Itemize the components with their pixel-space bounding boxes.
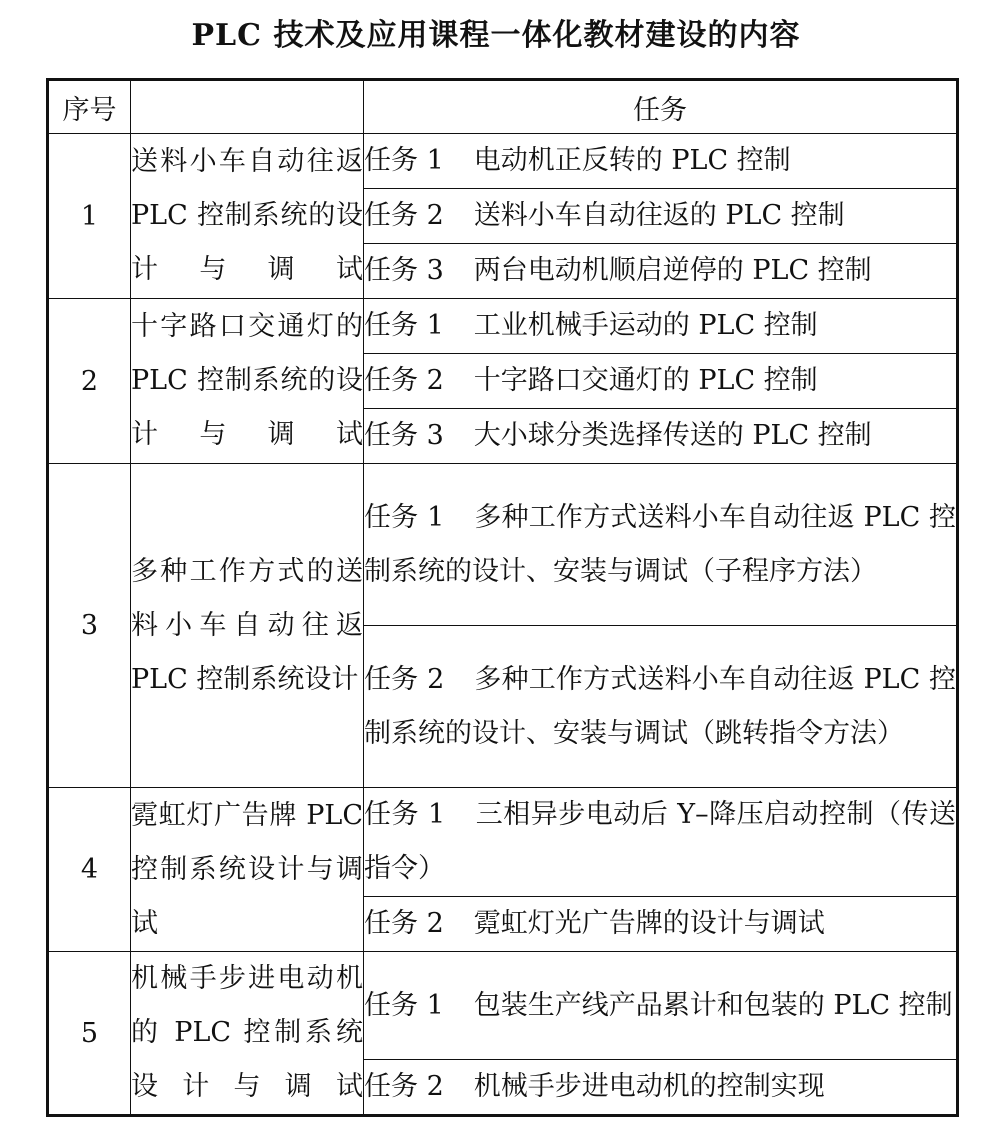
task-cell xyxy=(364,464,958,626)
task-cell xyxy=(364,788,958,897)
header-no: 序号 xyxy=(48,80,131,134)
task-text: 大小球分类选择传送的 PLC 控制 xyxy=(473,420,872,451)
table-row xyxy=(48,788,958,897)
header-row xyxy=(48,80,958,134)
task-cell xyxy=(364,244,958,299)
task-text: 多种工作方式送料小车自动往返 PLC 控制系统的设计、安装与调试（跳转指令方法） xyxy=(364,663,957,749)
page-title: PLC 技术及应用课程一体化教材建设的内容 xyxy=(191,18,801,53)
task-cell xyxy=(364,354,958,409)
project-system: 霓虹灯广告牌 PLC 控制系统设计与调试 xyxy=(131,788,364,952)
task-text: 霓虹灯光广告牌的设计与调试 xyxy=(473,908,825,939)
header-task: 任务 xyxy=(364,80,958,134)
task-label: 任务 3 xyxy=(364,420,444,451)
project-system: 机械手步进电动机的 PLC 控制系统设计与调试 xyxy=(131,952,364,1116)
task-cell xyxy=(364,189,958,244)
task-label: 任务 2 xyxy=(364,365,444,396)
task-cell xyxy=(364,1060,958,1116)
project-no: 3 xyxy=(48,464,131,788)
task-text: 三相异步电动后 Y–降压启动控制（传送指令） xyxy=(364,799,957,884)
table-row xyxy=(48,464,958,626)
task-text: 多种工作方式送料小车自动往返 PLC 控制系统的设计、安装与调试（子程序方法） xyxy=(364,501,957,587)
project-system: 送料小车自动往返 PLC 控制系统的设计与调试 xyxy=(131,134,364,299)
task-text: 包装生产线产品累计和包装的 PLC 控制 xyxy=(473,989,953,1021)
task-cell xyxy=(364,897,958,952)
task-label: 任务 1 xyxy=(364,310,444,341)
header-system xyxy=(131,80,364,134)
project-no: 2 xyxy=(48,299,131,464)
curriculum-table xyxy=(46,78,959,1117)
task-text: 送料小车自动往返的 PLC 控制 xyxy=(473,200,845,231)
task-cell xyxy=(364,299,958,354)
task-label: 任务 2 xyxy=(364,908,444,939)
task-cell xyxy=(364,626,958,788)
table-row xyxy=(48,299,958,354)
task-label: 任务 2 xyxy=(364,200,444,231)
task-label: 任务 1 xyxy=(364,989,444,1021)
table-row xyxy=(48,952,958,1060)
project-no: 5 xyxy=(48,952,131,1116)
task-label: 任务 1 xyxy=(364,501,445,533)
project-system: 十字路口交通灯的 PLC 控制系统的设计与调试 xyxy=(131,299,364,464)
table-row xyxy=(48,134,958,189)
task-text: 工业机械手运动的 PLC 控制 xyxy=(473,310,818,341)
task-label: 任务 1 xyxy=(364,145,444,176)
task-label: 任务 3 xyxy=(364,255,444,286)
task-text: 十字路口交通灯的 PLC 控制 xyxy=(473,365,818,396)
task-text: 机械手步进电动机的控制实现 xyxy=(473,1071,825,1102)
task-cell xyxy=(364,952,958,1060)
project-system: 多种工作方式的送料小车自动往返 PLC 控制系统设计 xyxy=(131,464,364,788)
task-label: 任务 2 xyxy=(364,1071,444,1102)
task-cell xyxy=(364,134,958,189)
task-label: 任务 2 xyxy=(364,663,445,695)
task-label: 任务 1 xyxy=(364,799,446,830)
project-no: 1 xyxy=(48,134,131,299)
project-no: 4 xyxy=(48,788,131,952)
task-cell xyxy=(364,409,958,464)
task-text: 两台电动机顺启逆停的 PLC 控制 xyxy=(473,255,872,286)
task-text: 电动机正反转的 PLC 控制 xyxy=(473,145,791,176)
